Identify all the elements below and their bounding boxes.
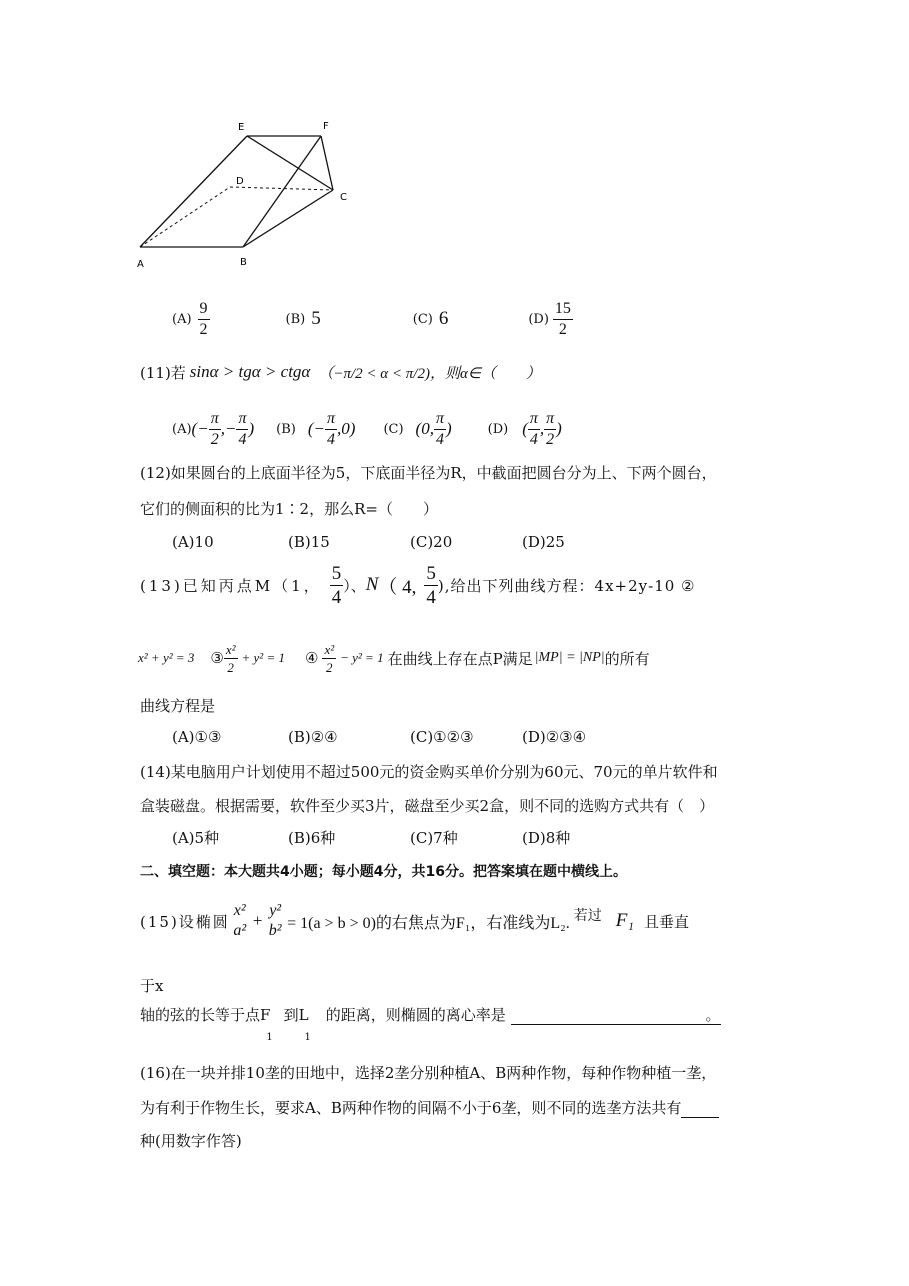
- q13-option-b: (B)②④: [288, 728, 338, 746]
- q13-line3: 曲线方程是: [140, 697, 216, 715]
- q13-eq1: x² + y² = 3: [138, 650, 195, 665]
- q13-m-den: 4: [331, 586, 342, 608]
- q13-eq4-frac: [322, 643, 336, 674]
- q11-stem: [140, 358, 541, 386]
- q11-d-frac1-den: 4: [529, 430, 538, 448]
- q11-a-sep: ,−: [220, 419, 237, 438]
- q15-frac-x-num: x²: [233, 902, 246, 919]
- q13-option-c: (C)①②③: [410, 728, 474, 746]
- q11-range: （−π/2 < α < π/2)，则α∈（ ）: [318, 365, 541, 382]
- q11-a-frac1-den: 2: [210, 430, 219, 448]
- q11-a-close: ): [248, 419, 255, 438]
- q11-b-zero: 0: [341, 419, 350, 438]
- q11-d-frac1-num: π: [528, 411, 540, 430]
- q14-option-b: (B)6种: [288, 829, 336, 847]
- q13-eq3-num: x²: [225, 641, 236, 657]
- label-b: B: [240, 257, 247, 268]
- q13-mid1: ）、: [343, 576, 366, 595]
- q14-option-d: (D)8种: [522, 829, 571, 847]
- q15-frac-y: [267, 903, 283, 939]
- q15-f1: F₁: [615, 910, 634, 931]
- q11-c-close: ): [445, 419, 452, 438]
- q15-frac-y-num: y²: [269, 902, 282, 919]
- prism-figure: [130, 115, 360, 275]
- q11-option-a-label: (A): [172, 421, 192, 437]
- q11-a-open: (−: [191, 419, 209, 438]
- q13-stem: [140, 562, 696, 608]
- q10-a-num: 9: [198, 301, 210, 320]
- q12-option-b: (B)15: [288, 533, 330, 551]
- q13-abs: |MP| = |NP|: [534, 650, 605, 665]
- q11-d-close: ): [556, 419, 562, 438]
- q11-option-c-label: (C): [383, 421, 404, 437]
- q15-frac-y-den: b²: [268, 922, 282, 939]
- q15-period: 。: [705, 1006, 721, 1024]
- q15-line3a: 轴的弦的长等于点F: [140, 1006, 271, 1024]
- q13-mid2: （ 4,: [378, 576, 417, 598]
- q16-line2: [140, 1097, 719, 1118]
- label-f: F: [323, 121, 329, 132]
- q16-answer-blank[interactable]: [681, 1099, 719, 1118]
- q13-eq4-den: 2: [326, 659, 333, 675]
- q13-m-frac: [330, 564, 344, 607]
- q11-d-frac2-num: π: [544, 411, 556, 430]
- q13-m-num: 5: [331, 562, 342, 584]
- q11-d-open: (: [522, 419, 528, 438]
- q11-b-minus: −: [313, 419, 325, 438]
- q13-option-a: (A)①③: [172, 728, 222, 746]
- q15-plus: +: [251, 911, 264, 930]
- q11-c-zero: 0: [421, 419, 430, 438]
- q10-option-b-label: (B): [285, 311, 306, 327]
- q11-a-frac1-num: π: [209, 411, 221, 430]
- q10-option-d-fraction: [553, 301, 573, 338]
- q15-line3b: 到L: [283, 1006, 309, 1024]
- q13-equations: [138, 636, 650, 680]
- q14-line1: (14)某电脑用户计划使用不超过500元的资金购买单价分别为60元、70元的单片软件和: [140, 763, 718, 781]
- q15-sub-1a: 1: [266, 1032, 273, 1043]
- q11-b-frac-num: π: [325, 411, 337, 430]
- q11-option-b-label: (B): [276, 421, 296, 437]
- q12-option-d: (D)25: [522, 533, 565, 551]
- label-e: E: [238, 122, 245, 133]
- q11-a-frac2-den: 4: [238, 430, 247, 448]
- q12-option-c: (C)20: [410, 533, 453, 551]
- q13-eq4-num: x²: [324, 641, 335, 657]
- q15-tail2: 且垂直: [643, 912, 689, 931]
- q11-a-minus2: −: [224, 419, 237, 438]
- q11-option-d-label: (D): [487, 421, 509, 437]
- q13-n-frac: [424, 564, 438, 607]
- q12-option-a: (A)10: [172, 533, 214, 551]
- q10-option-b-value: 5: [311, 308, 321, 329]
- q11-d-sep: ,: [539, 419, 545, 438]
- q12-line1: (12)如果圆台的上底面半径为5，下底面半径为R，中截面把圆台分为上、下两个圆台，: [140, 464, 717, 482]
- q13-eq3-frac: [224, 643, 238, 674]
- q10-options: [172, 298, 573, 340]
- q14-line2: 盒装磁盘。根据需要，软件至少买3片，磁盘至少买2盒，则不同的选购方式共有（ ）: [140, 797, 715, 815]
- q15-line3c: 的距离，则椭圆的离心率是: [325, 1006, 506, 1024]
- q11-a-minus: −: [197, 419, 209, 438]
- q10-d-den: 2: [558, 320, 567, 338]
- q13-n: N: [365, 574, 379, 595]
- label-c: C: [340, 192, 347, 203]
- q11-options: [172, 408, 562, 450]
- q16-line3: 种(用数字作答): [140, 1132, 242, 1150]
- q11-a-frac2: [236, 411, 248, 448]
- q14-option-a: (A)5种: [172, 829, 220, 847]
- q10-option-a-label: (A): [172, 311, 192, 327]
- q13-eq3-rest: + y² = 1: [241, 650, 285, 665]
- q12-line2: 它们的侧面积的比为1∶2，那么R=（ ）: [140, 500, 438, 518]
- q16-line2-text: 为有利于作物生长，要求A、B两种作物的间隔不小于6垄，则不同的选垄方法共有: [140, 1099, 682, 1117]
- q13-circle-4: ④: [304, 649, 319, 667]
- q10-a-den: 2: [199, 320, 208, 338]
- q11-b-frac: [325, 411, 337, 448]
- q10-option-a-fraction: [198, 301, 210, 338]
- q13-option-d: (D)②③④: [522, 728, 587, 746]
- label-a: A: [137, 259, 144, 270]
- q13-tail2: 的所有: [604, 649, 650, 668]
- q10-d-num: 15: [553, 301, 573, 320]
- q10-option-c-value: 6: [438, 308, 449, 329]
- q11-c-frac: [434, 411, 446, 448]
- q15-sub-1b: 1: [304, 1032, 311, 1043]
- q11-a-frac2-num: π: [236, 411, 248, 430]
- q13-n-num: 5: [426, 562, 436, 584]
- q14-option-c: (C)7种: [410, 829, 458, 847]
- q11-number: (11)若: [140, 363, 186, 382]
- q11-b-frac-den: 4: [327, 430, 335, 448]
- q10-option-d-label: (D): [528, 311, 549, 327]
- q13-eq3-den: 2: [227, 659, 234, 675]
- q11-b-close: ,0): [337, 419, 356, 438]
- q15-stem: [140, 896, 689, 946]
- q11-b-open: (−: [307, 419, 325, 438]
- q15-tail: 若过: [573, 908, 602, 924]
- q11-c-frac-num: π: [434, 411, 446, 430]
- q16-line1: (16)在一块并排10垄的田地中，选择2垄分别种植A、B两种作物，每种作物种植一垄，: [140, 1064, 717, 1082]
- q11-c-frac-den: 4: [435, 430, 444, 448]
- q13-start: (13)已知丙点M（1，: [140, 576, 322, 595]
- q15-cond: = 1(a > b > 0)的右焦点为F₁，右准线为L₂.: [287, 914, 570, 932]
- q15-line2: 于x: [140, 977, 164, 995]
- q13-eq4-rest: − y² = 1: [340, 650, 384, 665]
- q11-a-frac1: [209, 411, 221, 448]
- q15-answer-blank[interactable]: [511, 1006, 706, 1025]
- section-2-heading: 二、填空题：本大题共4小题；每小题4分，共16分。把答案填在题中横线上。: [140, 864, 627, 880]
- q13-circle-3: ③: [210, 649, 224, 667]
- q10-option-c-label: (C): [412, 311, 433, 327]
- q11-d-frac1: [528, 411, 540, 448]
- q11-expression: sinα > tgα > ctgα: [189, 362, 311, 381]
- q15-frac-x-den: a²: [233, 922, 247, 939]
- q15-start: (15)设椭圆: [140, 912, 230, 931]
- label-d: D: [236, 176, 244, 187]
- q15-line3: [140, 1004, 721, 1043]
- q13-n-den: 4: [426, 586, 436, 608]
- q13-end: ),给出下列曲线方程：4x+2y-10 ②: [437, 576, 696, 595]
- q15-frac-x: [232, 903, 248, 939]
- q13-tail: 在曲线上存在点P满足: [387, 649, 533, 668]
- q11-c-open: (0,: [415, 419, 434, 438]
- q11-d-frac2: [544, 411, 556, 448]
- q11-d-frac2-den: 2: [546, 430, 555, 448]
